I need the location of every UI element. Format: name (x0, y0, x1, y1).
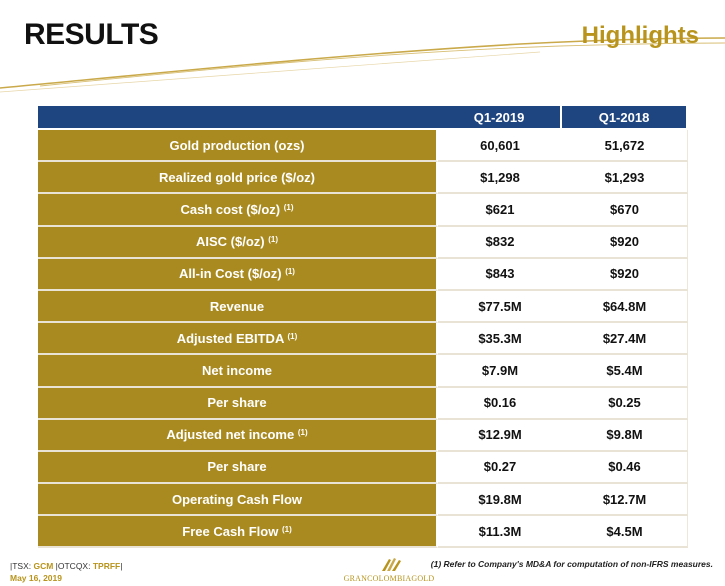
metric-label-cell (38, 227, 438, 259)
metric-label: AISC ($/oz) (195, 234, 265, 250)
metric-label-cell (38, 452, 438, 484)
value-q1-2019: $12.9M (438, 420, 562, 452)
metric-label-cell (38, 259, 438, 291)
tsx-symbol: GCM (33, 561, 54, 571)
footnote-marker: (1) (297, 428, 308, 438)
metric-label: Adjusted EBITDA (176, 330, 284, 346)
metric-label: Cash cost ($/oz) (180, 201, 281, 217)
metric-label-cell (38, 484, 438, 516)
value-q1-2018: $5.4M (562, 355, 688, 387)
ticker-prefix: |TSX: (10, 561, 34, 571)
metric-label-cell (38, 516, 438, 548)
value-q1-2019: $19.8M (438, 484, 562, 516)
value-q1-2018: $27.4M (562, 323, 688, 355)
ticker-suffix: | (120, 561, 123, 571)
metric-label-cell (38, 130, 438, 162)
value-q1-2018: $64.8M (562, 291, 688, 323)
table-row (38, 162, 688, 194)
metric-label: Revenue (209, 298, 265, 314)
ticker-mid: |OTCQX: (53, 561, 93, 571)
value-q1-2019: $832 (438, 227, 562, 259)
footnote-marker: (1) (287, 331, 298, 341)
presentation-date: May 16, 2019 (10, 573, 62, 583)
value-q1-2019: $35.3M (438, 323, 562, 355)
metric-label: Free Cash Flow (182, 523, 279, 539)
page-subtitle: Highlights (581, 22, 699, 49)
footnote-marker: (1) (283, 202, 294, 212)
footnote-marker: (1) (281, 524, 292, 534)
value-q1-2018: $12.7M (562, 484, 688, 516)
table-row (38, 259, 688, 291)
table-row (38, 516, 688, 548)
ticker-symbols (10, 561, 122, 571)
table-row (38, 452, 688, 484)
metric-label-cell (38, 420, 438, 452)
results-table (38, 106, 688, 548)
value-q1-2019: $77.5M (438, 291, 562, 323)
metric-label-cell (38, 291, 438, 323)
value-q1-2019: $7.9M (438, 355, 562, 387)
value-q1-2019: 60,601 (438, 130, 562, 162)
value-q1-2018: $0.25 (562, 388, 688, 420)
footnote-marker: (1) (268, 235, 279, 245)
value-q1-2019: $11.3M (438, 516, 562, 548)
metric-label-cell (38, 355, 438, 387)
table-row (38, 291, 688, 323)
column-header-metric (38, 106, 438, 130)
table-row (38, 420, 688, 452)
metric-label: Gold production (ozs) (169, 137, 305, 153)
table-header-row (38, 106, 688, 130)
table-row (38, 227, 688, 259)
metric-label: Realized gold price ($/oz) (158, 169, 316, 185)
table-row (38, 130, 688, 162)
value-q1-2019: $0.27 (438, 452, 562, 484)
footnote: (1) Refer to Company's MD&A for computation of non-IFRS measures. (430, 559, 713, 569)
metric-label-cell (38, 388, 438, 420)
table-row (38, 484, 688, 516)
page-title: RESULTS (24, 18, 159, 51)
value-q1-2018: $920 (562, 227, 688, 259)
footnote-marker: (1) (285, 267, 295, 277)
table-row (38, 355, 688, 387)
value-q1-2018: $1,293 (562, 162, 688, 194)
header-swoosh-decoration (0, 0, 725, 110)
company-logo-text: GRANCOLOMBIAGOLD (343, 574, 435, 583)
metric-label: Per share (207, 395, 267, 411)
metric-label-cell (38, 194, 438, 226)
metric-label: Operating Cash Flow (171, 491, 302, 507)
column-header-q1-2019: Q1-2019 (438, 106, 562, 130)
value-q1-2019: $0.16 (438, 388, 562, 420)
table-row (38, 194, 688, 226)
otcqx-symbol: TPRFF (92, 561, 121, 571)
value-q1-2018: $4.5M (562, 516, 688, 548)
metric-label: Per share (207, 459, 267, 475)
metric-label: Adjusted net income (166, 427, 295, 443)
value-q1-2018: $9.8M (562, 420, 688, 452)
value-q1-2018: $670 (562, 194, 688, 226)
value-q1-2019: $843 (438, 259, 562, 291)
table-row (38, 323, 688, 355)
column-header-q1-2018: Q1-2018 (562, 106, 688, 130)
metric-label-cell (38, 162, 438, 194)
value-q1-2018: $0.46 (562, 452, 688, 484)
metric-label: Net income (201, 362, 273, 378)
table-row (38, 388, 688, 420)
value-q1-2019: $621 (438, 194, 562, 226)
metric-label: All-in Cost ($/oz) (179, 266, 282, 282)
value-q1-2018: $920 (562, 259, 688, 291)
value-q1-2019: $1,298 (438, 162, 562, 194)
value-q1-2018: 51,672 (562, 130, 688, 162)
metric-label-cell (38, 323, 438, 355)
